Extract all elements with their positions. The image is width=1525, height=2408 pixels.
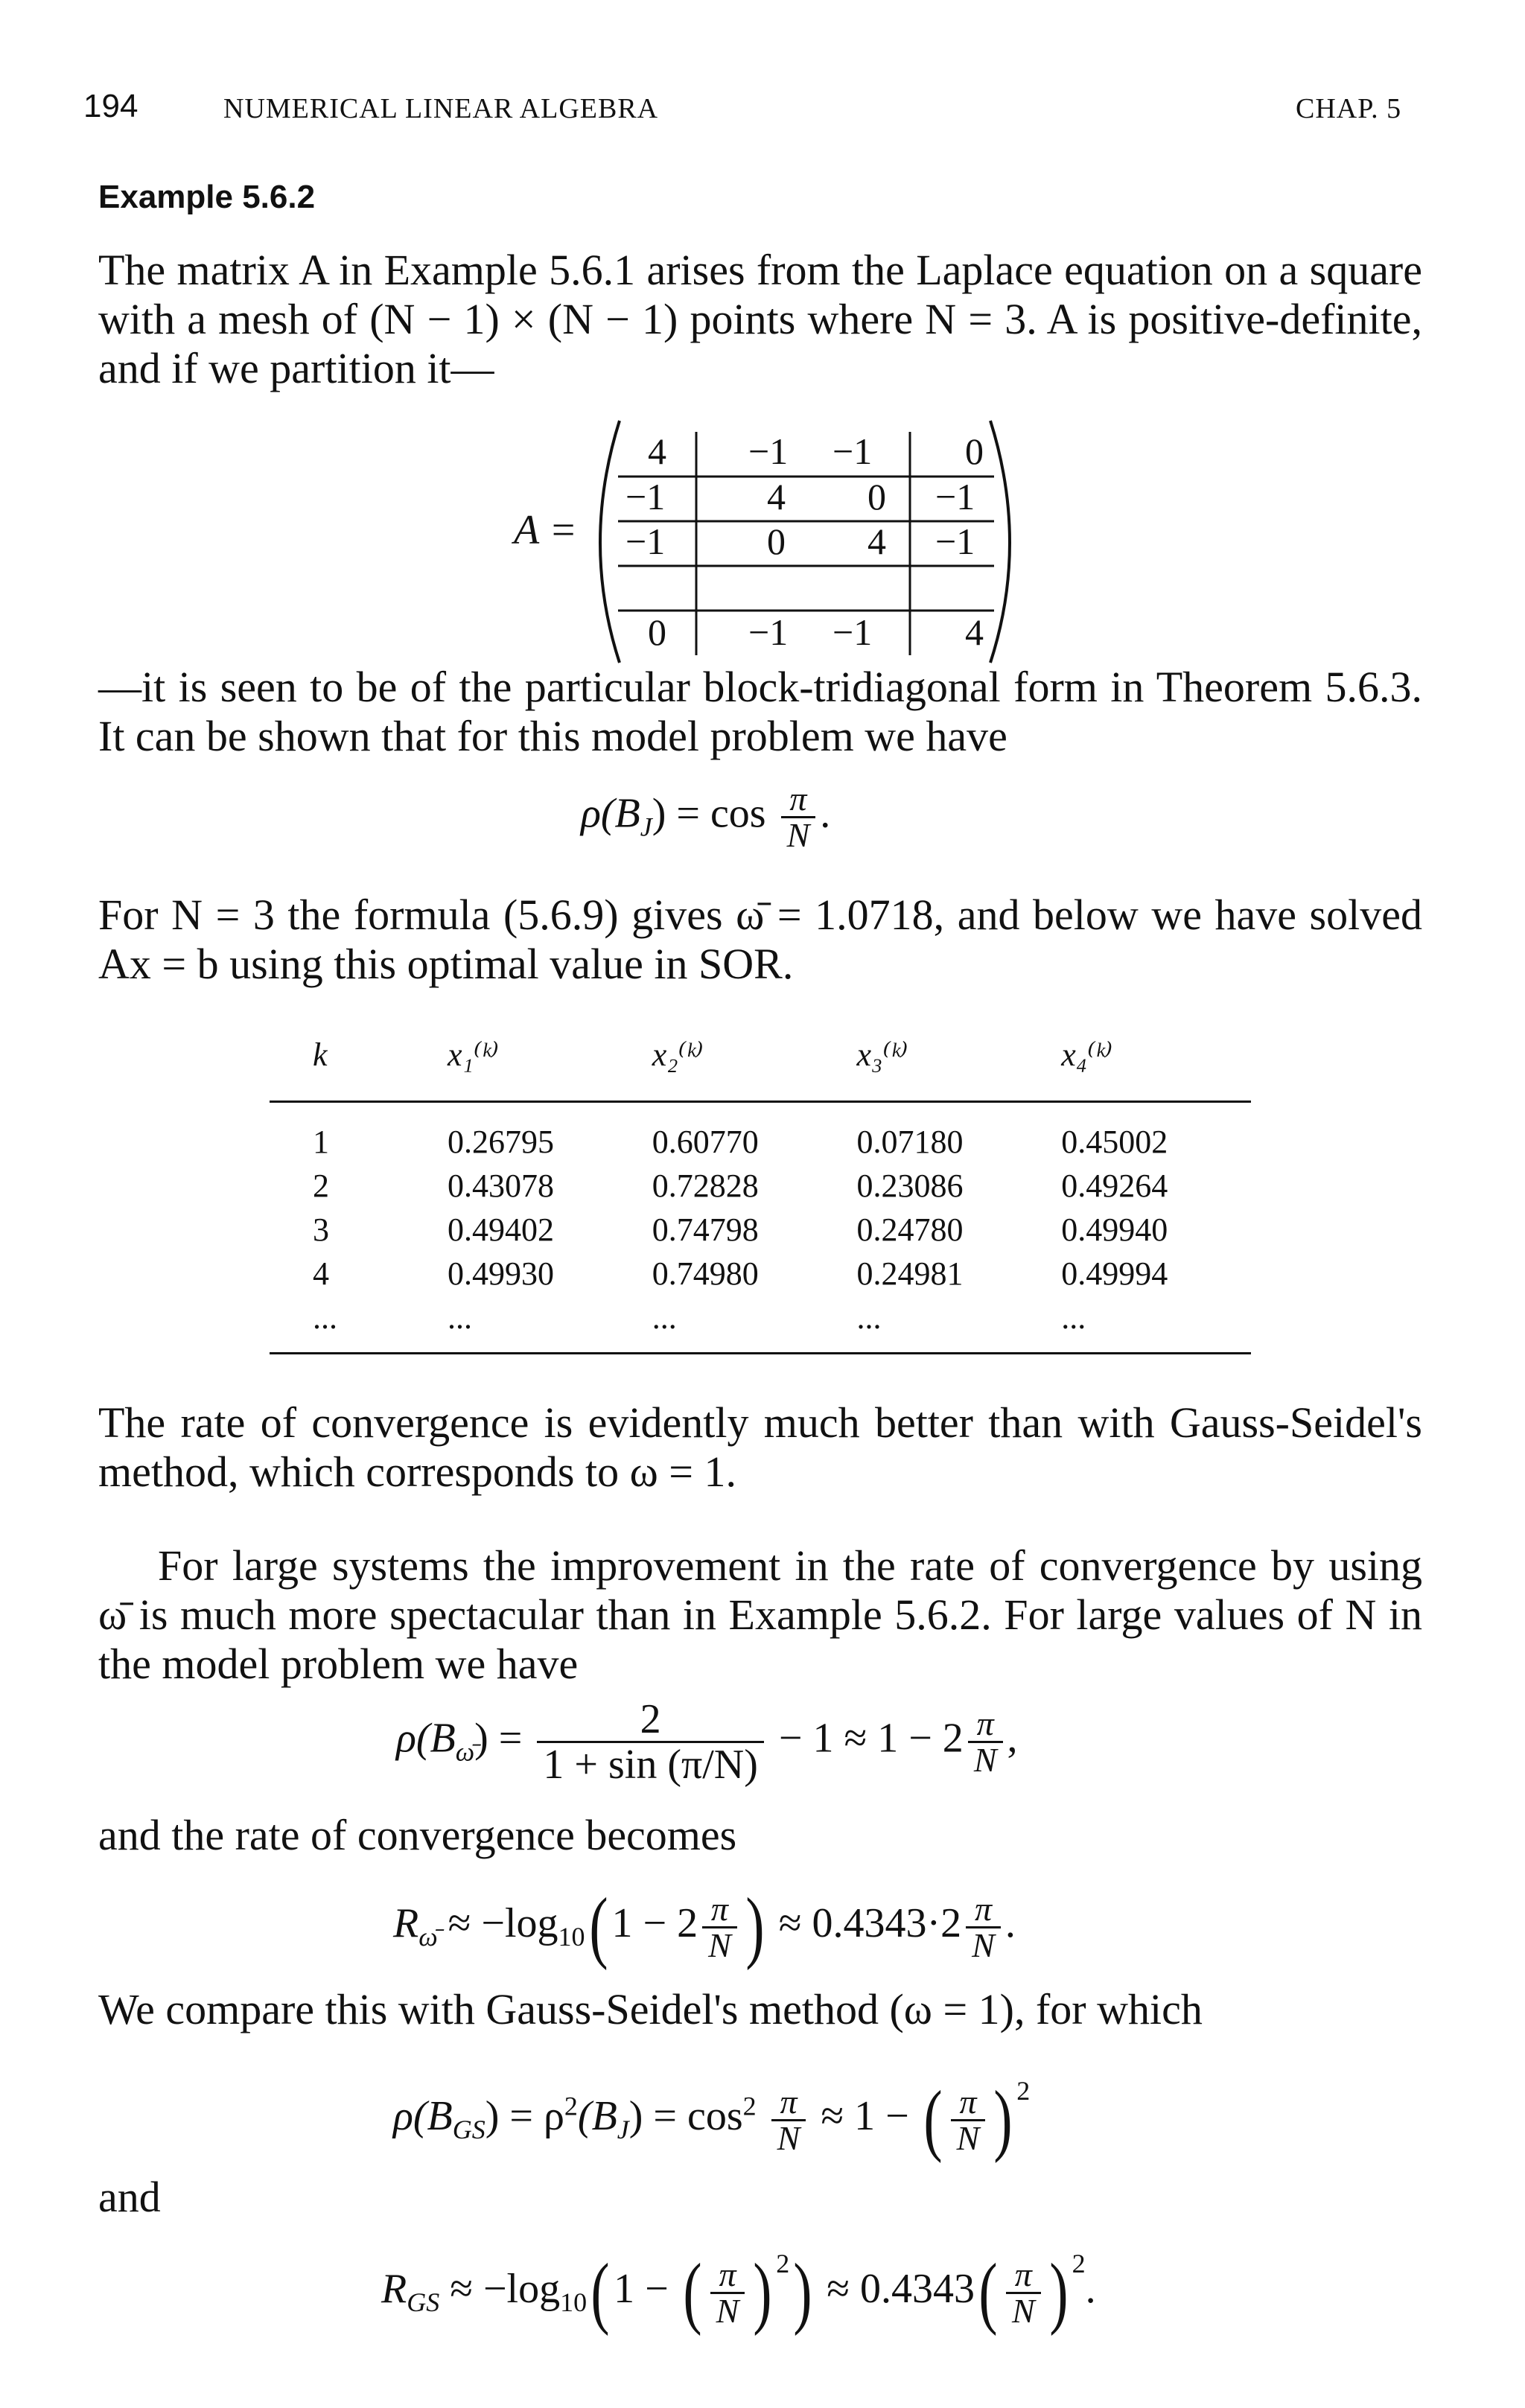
table-row bbox=[268, 1164, 1251, 1208]
running-title: NUMERICAL LINEAR ALGEBRA bbox=[223, 93, 659, 124]
eq-lhs: ρ(B bbox=[396, 1715, 456, 1762]
eq-sup: 2 bbox=[776, 2249, 790, 2278]
paragraph-7: We compare this with Gauss-Seidel's method (ω = 1), for which bbox=[98, 1985, 1203, 2033]
eq-sub: J bbox=[617, 2115, 629, 2145]
eq-sub: ω̄ bbox=[418, 1922, 438, 1952]
eq-equals: ) = cos bbox=[628, 2093, 743, 2139]
fraction bbox=[702, 1889, 737, 1964]
frac-num: π bbox=[771, 2085, 806, 2121]
matrix-entry: 4 bbox=[767, 476, 786, 517]
eq-sup: 2 bbox=[742, 2091, 757, 2121]
paragraph-2: —it is seen to be of the particular block-tridiagonal form in Theorem 5.6.3. It can be shown that for this model problem we have bbox=[98, 663, 1422, 760]
fraction bbox=[710, 2255, 745, 2330]
left-paren: ( bbox=[683, 2248, 702, 2337]
equation-rho-bj bbox=[581, 782, 830, 853]
table-cell-value: ... bbox=[856, 1299, 882, 1336]
eq-tail: . bbox=[1085, 2266, 1096, 2312]
paragraph-5: For large systems the improvement in the rate of convergence by using ω̄ is much more spectacular than in Example 5.6.2. For large values of N in the model problem we have bbox=[98, 1541, 1422, 1688]
right-paren: ) bbox=[793, 2248, 812, 2337]
frac-num: π bbox=[702, 1892, 737, 1928]
eq-lhs: R bbox=[393, 1899, 419, 1946]
eq-logsub: 10 bbox=[558, 1922, 585, 1952]
table-header-row bbox=[268, 1013, 1251, 1096]
table-bottom-rule bbox=[270, 1352, 1251, 1354]
matrix-entry: −1 bbox=[935, 476, 975, 517]
table-cell-value: 0.24981 bbox=[856, 1255, 964, 1292]
table-cell-k: 2 bbox=[313, 1168, 329, 1204]
eq-rest: − 1 ≈ 1 − 2 bbox=[778, 1715, 964, 1762]
frac-den: N bbox=[1011, 2291, 1035, 2330]
fraction bbox=[951, 2082, 986, 2157]
eq-sub: J bbox=[640, 812, 652, 842]
frac-num: π bbox=[781, 782, 816, 818]
table-cell-value: 0.49994 bbox=[1061, 1255, 1168, 1292]
table-row bbox=[268, 1120, 1251, 1164]
eq-lhs: R bbox=[381, 2266, 407, 2312]
eq-inner: 1 − bbox=[614, 2266, 669, 2312]
fraction bbox=[968, 1704, 1003, 1779]
table-cell-k: 4 bbox=[313, 1255, 329, 1292]
frac-num: π bbox=[966, 1892, 1001, 1928]
table-cell-k: 3 bbox=[313, 1211, 329, 1248]
eq-equals: ) = ρ bbox=[485, 2093, 564, 2139]
table-cell-value: ... bbox=[1061, 1299, 1086, 1336]
eq-sup: 2 bbox=[1016, 2076, 1031, 2106]
eq-rhs: ) = cos bbox=[652, 790, 766, 837]
table-cell-value: 0.23086 bbox=[856, 1168, 964, 1204]
fraction bbox=[781, 782, 816, 853]
eq-mid: ≈ −log bbox=[448, 1899, 558, 1946]
left-paren: ( bbox=[978, 2248, 998, 2337]
frac-num: π bbox=[710, 2258, 745, 2294]
eq-sub: GS bbox=[407, 2287, 440, 2318]
table-cell-value: 0.74798 bbox=[652, 1211, 759, 1248]
table-cell-k: ... bbox=[313, 1299, 337, 1336]
matrix-entry: −1 bbox=[748, 430, 789, 472]
table-header-k: k bbox=[313, 1036, 328, 1073]
eq-lhs: ρ(B bbox=[393, 2093, 453, 2139]
eq-sup: 2 bbox=[564, 2091, 578, 2121]
frac-num: π bbox=[1006, 2258, 1041, 2294]
right-paren: ) bbox=[745, 1882, 765, 1971]
table-cell-value: 0.07180 bbox=[856, 1124, 964, 1160]
matrix-entry: 4 bbox=[965, 611, 984, 653]
matrix-entry: −1 bbox=[625, 520, 666, 562]
table-cell-k: 1 bbox=[313, 1124, 329, 1160]
frac-den: N bbox=[786, 816, 810, 854]
matrix-entry: 0 bbox=[965, 430, 984, 472]
paragraph-4: The rate of convergence is evidently much better than with Gauss-Seidel's method, which corresponds to ω = 1. bbox=[98, 1398, 1422, 1496]
right-paren: ) bbox=[993, 2075, 1013, 2165]
table-cell-value: 0.49930 bbox=[448, 1255, 554, 1292]
table-row bbox=[268, 1296, 1251, 1340]
eq-logsub: 10 bbox=[560, 2287, 588, 2318]
example-heading: Example 5.6.2 bbox=[98, 179, 316, 215]
table-header-x4: x₄⁽ᵏ⁾ bbox=[1061, 1036, 1113, 1073]
equation-r-gs bbox=[381, 2241, 1096, 2337]
eq-equals: ) = bbox=[474, 1715, 523, 1762]
fraction bbox=[966, 1889, 1001, 1964]
frac-den: 1 + sin (π/N) bbox=[543, 1742, 758, 1788]
eq-approx: ≈ 0.4343 bbox=[827, 2266, 975, 2312]
table-cell-value: 0.45002 bbox=[1061, 1124, 1168, 1160]
frac-num: 2 bbox=[537, 1698, 764, 1743]
table-cell-value: 0.74980 bbox=[652, 1255, 759, 1292]
matrix-entry: −1 bbox=[832, 611, 873, 653]
frac-den: N bbox=[777, 2118, 800, 2157]
eq-lhs: ρ(B bbox=[581, 790, 640, 837]
frac-den: N bbox=[973, 1741, 997, 1779]
matrix-entry: 0 bbox=[648, 611, 666, 653]
eq-approx: ≈ 1 − bbox=[821, 2093, 909, 2139]
table-row bbox=[268, 1252, 1251, 1296]
eq-approx: ≈ 0.4343·2 bbox=[778, 1899, 962, 1946]
fraction bbox=[1006, 2255, 1041, 2330]
matrix-entry: 0 bbox=[767, 520, 786, 562]
table-row bbox=[268, 1208, 1251, 1252]
eq-sup: 2 bbox=[1072, 2249, 1086, 2278]
eq-tail: , bbox=[1007, 1715, 1018, 1762]
right-paren: ) bbox=[1049, 2248, 1069, 2337]
table-cell-value: 0.49940 bbox=[1061, 1211, 1168, 1248]
left-paren: ( bbox=[923, 2075, 943, 2165]
paragraph-1: The matrix A in Example 5.6.1 arises from the Laplace equation on a square with a mesh of (N − 1) × (N − 1) points where N = 3. A is positive-definite, and if we partition it— bbox=[98, 246, 1422, 392]
frac-den: N bbox=[708, 1926, 731, 1964]
matrix-entry: 4 bbox=[648, 430, 666, 472]
table-cell-value: 0.49402 bbox=[448, 1211, 554, 1248]
table-cell-value: ... bbox=[652, 1299, 677, 1336]
fraction bbox=[771, 2082, 806, 2157]
equation-rho-bgs bbox=[393, 2068, 1031, 2165]
eq-mid: (B bbox=[577, 2093, 617, 2139]
matrix-entry: −1 bbox=[625, 476, 666, 517]
eq-sub: ω̄ bbox=[455, 1736, 475, 1767]
fraction bbox=[537, 1698, 764, 1786]
left-paren: ( bbox=[588, 1882, 608, 1971]
equation-rho-bw bbox=[396, 1698, 1018, 1786]
frac-den: N bbox=[956, 2118, 980, 2157]
frac-num: π bbox=[951, 2085, 986, 2121]
left-paren: ( bbox=[590, 2248, 610, 2337]
paragraph-3: For N = 3 the formula (5.6.9) gives ω̄ = 1.0718, and below we have solved Ax = b using this optimal value in SOR. bbox=[98, 891, 1422, 988]
eq-mid: ≈ −log bbox=[450, 2266, 561, 2312]
table-cell-value: 0.24780 bbox=[856, 1211, 964, 1248]
paragraph-8: and bbox=[98, 2173, 161, 2221]
matrix-entry: 4 bbox=[867, 520, 886, 562]
table-cell-value: 0.43078 bbox=[448, 1168, 554, 1204]
iteration-table bbox=[268, 1013, 1251, 1340]
table-cell-value: ... bbox=[448, 1299, 472, 1336]
paragraph-6: and the rate of convergence becomes bbox=[98, 1811, 737, 1859]
matrix-lhs: A = bbox=[514, 507, 577, 553]
eq-tail: . bbox=[1005, 1899, 1016, 1946]
table-cell-value: 0.60770 bbox=[652, 1124, 759, 1160]
eq-inner: 1 − 2 bbox=[611, 1899, 698, 1946]
table-cell-value: 0.49264 bbox=[1061, 1168, 1168, 1204]
table-cell-value: 0.72828 bbox=[652, 1168, 759, 1204]
matrix-entry: −1 bbox=[935, 520, 975, 562]
table-cell-value: 0.26795 bbox=[448, 1124, 554, 1160]
page-number: 194 bbox=[83, 88, 139, 124]
chapter-label: CHAP. 5 bbox=[1296, 93, 1402, 124]
equation-r-w bbox=[393, 1882, 1016, 1971]
right-paren: ) bbox=[753, 2248, 772, 2337]
table-header-x2: x₂⁽ᵏ⁾ bbox=[652, 1036, 704, 1073]
eq-sub: GS bbox=[452, 2115, 485, 2145]
frac-den: N bbox=[972, 1926, 995, 1964]
frac-num: π bbox=[968, 1707, 1003, 1743]
matrix-entry: −1 bbox=[748, 611, 789, 653]
matrix-entry: 0 bbox=[867, 476, 886, 517]
table-header-x3: x₃⁽ᵏ⁾ bbox=[856, 1036, 908, 1073]
table-header-x1: x₁⁽ᵏ⁾ bbox=[448, 1036, 499, 1073]
frac-den: N bbox=[716, 2291, 739, 2330]
matrix-entry: −1 bbox=[832, 430, 873, 472]
eq-tail: . bbox=[820, 790, 831, 837]
